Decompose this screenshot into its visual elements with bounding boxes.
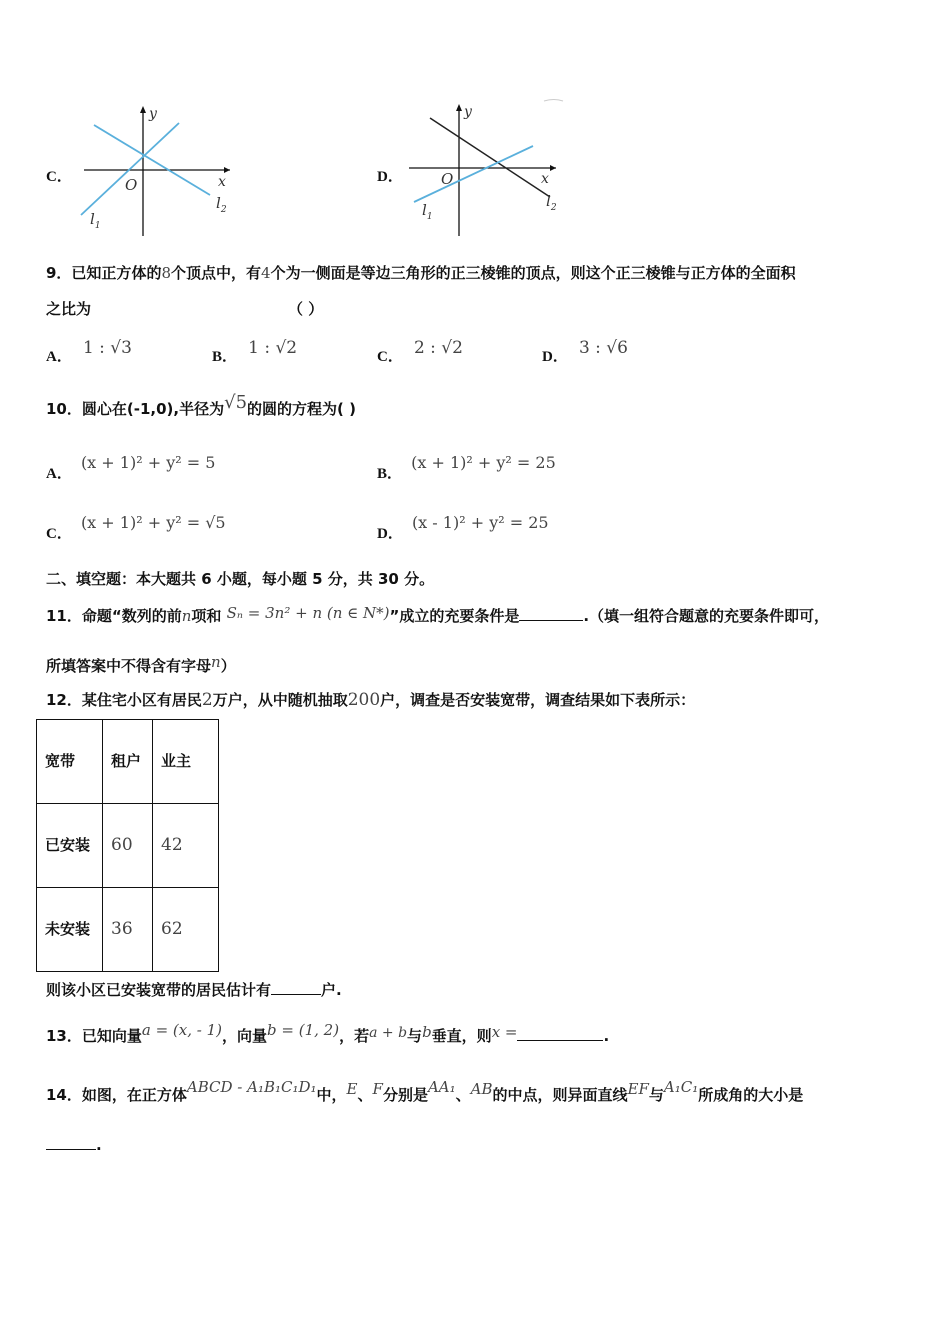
x-label: x — [218, 174, 226, 190]
table-row — [37, 888, 219, 972]
graph-option-d — [406, 98, 571, 238]
q9-option-a: A． 1 : √3 — [46, 338, 132, 365]
x-axis-arrow — [550, 165, 556, 171]
l1-label: $l_1$ — [90, 210, 101, 231]
question-10: 10．圆心在(-1,0),半径为√5的圆的方程为( ) — [46, 392, 356, 418]
broadband-table — [36, 719, 219, 972]
y-axis-arrow — [140, 106, 146, 113]
question-14-answer-line: . — [46, 1135, 102, 1154]
table-header-cell: 业主 — [153, 720, 219, 804]
l2-label: $l_2$ — [546, 192, 557, 213]
table-row — [37, 804, 219, 888]
q10-option-c: C． (x + 1)² + y² = √5 — [46, 513, 226, 542]
y-label: y — [149, 106, 157, 122]
line-l2 — [94, 125, 210, 195]
table-row-label: 已安装 — [37, 804, 103, 888]
question-9-line2: 之比为 — [46, 300, 92, 318]
question-12-answer-line: 则该小区已安装宽带的居民估计有 户. — [46, 981, 342, 999]
question-12: 12．某住宅小区有居民2万户，从中随机抽取200户，调查是否安装宽带，调查结果如下表所示： — [46, 690, 696, 710]
q10-option-d: D． (x - 1)² + y² = 25 — [377, 513, 549, 542]
origin-label: O — [125, 176, 138, 194]
question-11: 11．命题“数列的前n项和 Sₙ = 3n² + n (n ∈ N*)”成立的充要条件是 .（填一组符合题意的充要条件即可， — [46, 604, 830, 625]
table-cell: 60 — [103, 804, 153, 888]
question-14: 14．如图，在正方体ABCD - A₁B₁C₁D₁中，E、F分别是AA₁、AB的中点，则异面直线EF与A₁C₁所成角的大小是 — [46, 1078, 804, 1104]
answer-blank[interactable] — [517, 1026, 603, 1041]
table-cell: 42 — [153, 804, 219, 888]
origin-label: O — [441, 170, 454, 188]
y-axis-arrow — [456, 104, 462, 111]
y-label: y — [464, 104, 472, 120]
l1-label: $l_1$ — [422, 201, 433, 222]
q9-option-b: B． 1 : √2 — [212, 338, 298, 365]
section-2-heading: 二、填空题：本大题共 6 小题，每小题 5 分，共 30 分。 — [46, 570, 435, 588]
option-c-label: C． — [46, 169, 72, 185]
scan-artifact — [544, 100, 563, 102]
table-header-cell: 租户 — [103, 720, 153, 804]
question-9: 9．已知正方体的8个顶点中，有4个为一侧面是等边三角形的正三棱锥的顶点，则这个正三棱锥与正方体的全面积 — [46, 264, 796, 282]
option-d-label: D． — [377, 169, 403, 185]
graph-option-c — [78, 104, 233, 239]
x-axis-arrow — [224, 167, 230, 173]
answer-blank[interactable] — [271, 980, 321, 995]
line-l1 — [81, 123, 179, 215]
table-cell: 36 — [103, 888, 153, 972]
answer-blank[interactable] — [519, 606, 583, 621]
table-header-cell: 宽带 — [37, 720, 103, 804]
q10-option-b: B． (x + 1)² + y² = 25 — [377, 453, 556, 482]
q9-option-d: D． 3 : √6 — [542, 338, 628, 365]
answer-paren: （ ） — [288, 300, 324, 318]
x-label: x — [541, 171, 549, 187]
l2-label: $l_2$ — [216, 194, 227, 215]
question-13: 13．已知向量a = (x, - 1)，向量b = (1, 2)，若a + b与b垂直，则x = . — [46, 1021, 610, 1045]
table-cell: 62 — [153, 888, 219, 972]
question-11-line2: 所填答案中不得含有字母n） — [46, 653, 236, 675]
q10-option-a: A． (x + 1)² + y² = 5 — [46, 453, 216, 482]
table-row-label: 未安装 — [37, 888, 103, 972]
q9-option-c: C． 2 : √2 — [377, 338, 463, 365]
table-header-row — [37, 720, 219, 804]
answer-blank[interactable] — [46, 1135, 96, 1150]
